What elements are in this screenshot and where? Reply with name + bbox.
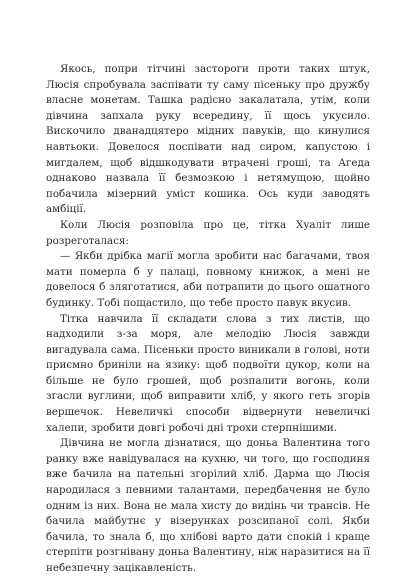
paragraph-coins-spiders: Якось, попри тітчині застороги проти таких штук, Люсія спробувала заспівати ту саму пісеньку про дружбу власне монетам. Ташка радісно закалатала, утім, коли дівчина запхала руку всередину, її щось укусило. Вискочило дванадцятеро мідних павуків, що кинулися навтьоки. Довелося поспівати над сиром, капустою і мигдалем, щоб відшкодувати втрачені гроші, та Агеда однаково назвала її безмозкою і нетямущою, щойно побачила мізерний уміст кошика. Ось куди заводять амбіції. — [46, 63, 370, 216]
paragraph-no-foresight: Дівчина не могла дізнатися, що доньа Валентина того ранку вже навідувалася на кухню, чи того, що господиня вже бачила на пательні згорілий хліб. Дарма що Люсія народилася з певними талантами, передбачення не було одним із них. Вона не мала хисту до видінь чи трансів. Не бачила майбутнє у візерунках розсипаної солі. Якби бачила, то знала б, що хлібові варто дати спокій і краще стерпіти розгнівану доньа Валентину, ніж наразитися на її небезпечну зацікавленість. — [46, 437, 370, 574]
paragraph-aunt-laughs: Коли Люсія розповіла про це, тітка Хуаліт лише розреготалася: — [46, 218, 370, 247]
paragraph-melodies: Тітка навчила її складати слова з тих листів, що надходили з-за моря, але мелодію Люсія завжди вигадувала сама. Пісеньки просто виникали в голові, ноти приємно бриніли на язику: щоб подвоїти цукор, коли на більше не було грошей, щоб розпалити вогонь, коли згасли вуглини, щоб виправити хліб, у якого геть згорів вершечок. Невеличкі способи відвернути невеличкі халепи, зробити довгі робочі дні трохи стерпнішими. — [46, 312, 370, 434]
paragraph-aunt-dialogue: — Якби дрібка магії могла зробити нас багачами, твоя мати померла б у палаці, повному книжок, а мені не довелося б зляготатися, аби потрапити до цього ошатного будинку. Тобі пощастило, що тебе просто павук вкусив. — [46, 250, 370, 309]
book-page-text — [46, 62, 370, 577]
